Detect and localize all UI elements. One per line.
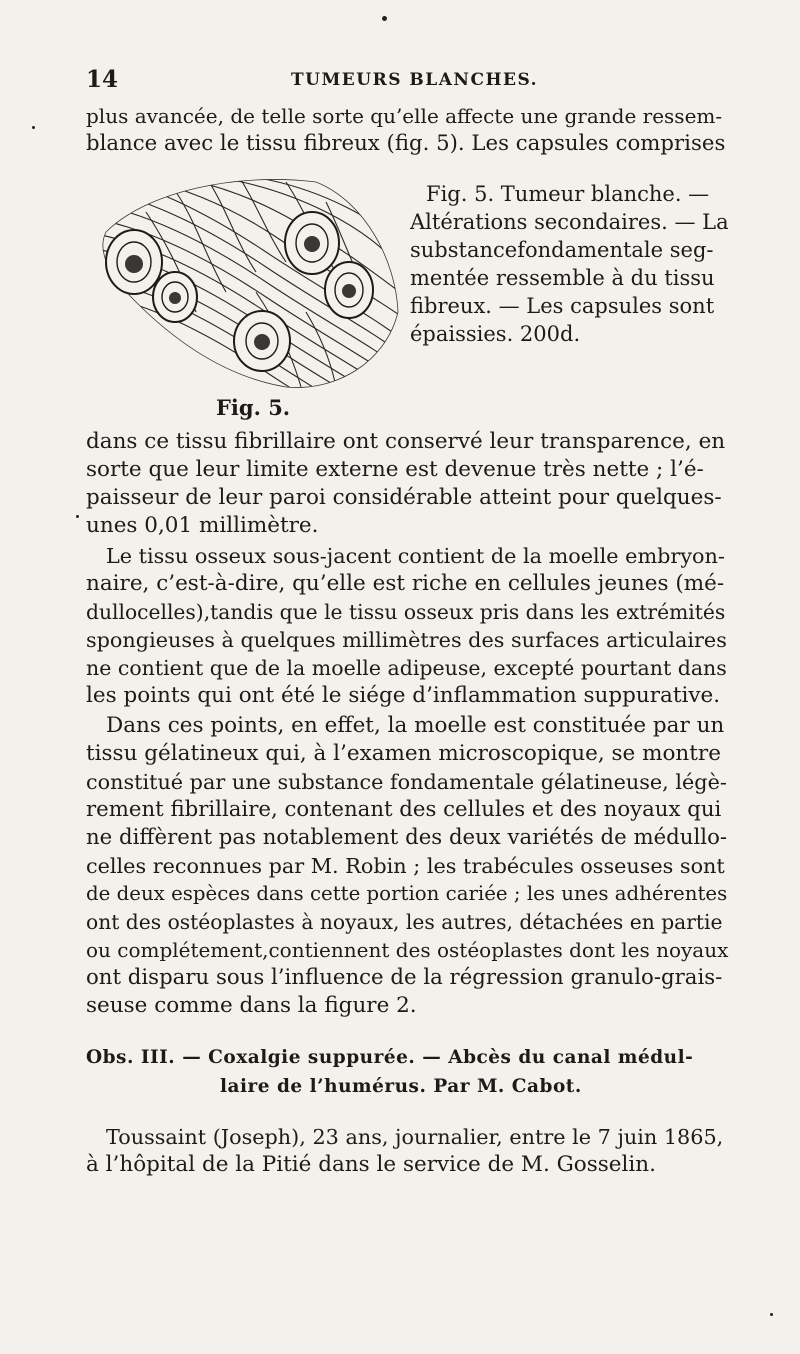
- capsule-cells: [106, 212, 373, 371]
- text-line: ont disparu sous l’influence de la régression granulo-grais-: [86, 965, 723, 990]
- text-line: dans ce tissu fibrillaire ont conservé leur transparence, en: [86, 429, 726, 454]
- fibrous-tissue-drawing: [86, 172, 404, 394]
- text-line: rement fibrillaire, contenant des cellules et des noyaux qui: [86, 797, 722, 822]
- text-line: sorte que leur limite externe est devenue très nette ; l’é-: [86, 457, 704, 482]
- figure-caption-line: épaissies. 200d.: [410, 322, 581, 346]
- text-line: ou complétement,contiennent des ostéoplastes dont les noyaux: [86, 938, 729, 962]
- text-line: unes 0,01 millimètre.: [86, 513, 319, 538]
- text-line: naire, c’est-à-dire, qu’elle est riche en cellules jeunes (mé-: [86, 571, 725, 596]
- text-line: les points qui ont été le siége d’inflammation suppurative.: [86, 683, 721, 708]
- text-line: dullocelles),tandis que le tissu osseux pris dans les extrémités: [86, 600, 726, 624]
- text-line: spongieuses à quelques millimètres des surfaces articulaires: [86, 628, 727, 652]
- running-title: TUMEURS BLANCHES.: [291, 70, 539, 90]
- text-line: plus avancée, de telle sorte qu’elle affecte une grande ressem-: [86, 104, 723, 128]
- text-line: ne diffèrent pas notablement des deux variétés de médullo-: [86, 825, 728, 850]
- text-line: ne contient que de la moelle adipeuse, excepté pourtant dans: [86, 656, 727, 680]
- paragraph-start-line: Dans ces points, en effet, la moelle est constituée par un: [106, 713, 725, 738]
- text-line: tissu gélatineux qui, à l’examen microscopique, se montre: [86, 741, 721, 766]
- figure-caption-line: substancefondamentale seg-: [410, 238, 714, 262]
- figure-caption-line: fibreux. — Les capsules sont: [410, 294, 715, 318]
- text-line: paisseur de leur paroi considérable atteint pour quelques-: [86, 485, 722, 510]
- figure-caption-line: Altérations secondaires. — La: [410, 210, 729, 234]
- ink-speck: [32, 126, 35, 129]
- figure-caption-line: mentée ressemble à du tissu: [410, 266, 715, 290]
- text-line: de deux espèces dans cette portion cariée ; les unes adhérentes: [86, 882, 728, 905]
- figure-caption-line: Fig. 5. Tumeur blanche. —: [426, 182, 710, 206]
- observation-title: laire de l’humérus. Par M. Cabot.: [220, 1076, 582, 1097]
- figure-label: Fig. 5.: [216, 395, 291, 420]
- text-line: constitué par une substance fondamentale gélatineuse, légè-: [86, 770, 727, 794]
- paragraph-start-line: Toussaint (Joseph), 23 ans, journalier, entre le 7 juin 1865,: [106, 1125, 724, 1149]
- text-line: seuse comme dans la figure 2.: [86, 993, 417, 1018]
- observation-title: Obs. III. — Coxalgie suppurée. — Abcès du canal médul-: [86, 1047, 694, 1068]
- text-line: ont des ostéoplastes à noyaux, les autres, détachées en partie: [86, 910, 723, 934]
- ink-speck: [382, 16, 387, 21]
- ink-speck: [76, 515, 79, 518]
- figure-illustration: [86, 172, 404, 394]
- paragraph-start-line: Le tissu osseux sous-jacent contient de la moelle embryon-: [106, 544, 725, 568]
- page-header: [86, 66, 726, 96]
- text-line: blance avec le tissu fibreux (fig. 5). Les capsules comprises: [86, 131, 726, 156]
- ink-speck: [770, 1313, 773, 1316]
- text-line: à l’hôpital de la Pitié dans le service de M. Gosselin.: [86, 1152, 656, 1177]
- text-line: celles reconnues par M. Robin ; les trabécules osseuses sont: [86, 854, 725, 878]
- page-number: 14: [86, 66, 119, 93]
